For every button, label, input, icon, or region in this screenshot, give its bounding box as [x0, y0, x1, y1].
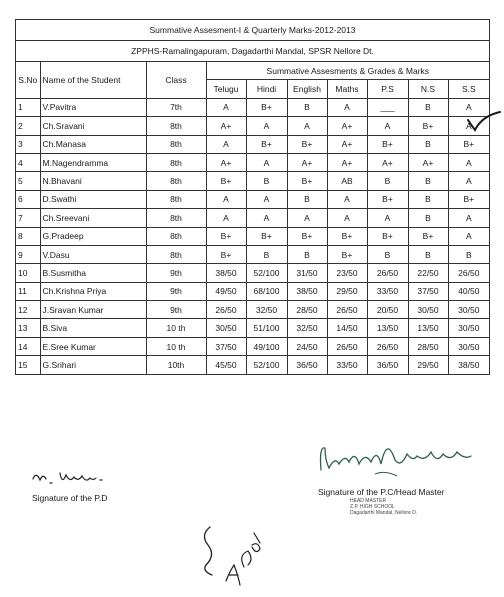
- cell-class: 8th: [146, 245, 206, 263]
- cell-mark: B: [246, 245, 287, 263]
- cell-sno: 13: [16, 319, 40, 337]
- cell-mark: B+: [246, 227, 287, 245]
- cell-mark: 38/50: [206, 264, 246, 282]
- cell-mark: ___: [367, 98, 408, 116]
- cell-mark: A: [367, 117, 408, 135]
- cell-mark: B+: [408, 117, 448, 135]
- cell-mark: 68/100: [246, 282, 287, 300]
- cell-name: M.Nagendramma: [40, 153, 146, 171]
- cell-mark: A+: [206, 117, 246, 135]
- cell-mark: 37/50: [206, 337, 246, 355]
- cell-name: E.Sree Kumar: [40, 337, 146, 355]
- header-group: Summative Assesments & Grades & Marks: [206, 62, 489, 80]
- cell-mark: B: [367, 172, 408, 190]
- cell-sno: 12: [16, 301, 40, 319]
- headmaster-signature-label: Signature of the P.C/Head Master: [318, 487, 445, 497]
- cell-mark: B+: [367, 135, 408, 153]
- cell-mark: B+: [246, 135, 287, 153]
- cell-sno: 15: [16, 356, 40, 374]
- header-subject: P.S: [367, 80, 408, 98]
- cell-mark: A: [367, 209, 408, 227]
- cell-class: 8th: [146, 227, 206, 245]
- header-subject: S.S: [448, 80, 489, 98]
- cell-sno: 14: [16, 337, 40, 355]
- handwritten-initials: [198, 515, 268, 595]
- cell-mark: A+: [367, 153, 408, 171]
- cell-mark: A: [327, 190, 367, 208]
- cell-sno: 3: [16, 135, 40, 153]
- cell-mark: 24/50: [287, 337, 327, 355]
- cell-name: J.Sravan Kumar: [40, 301, 146, 319]
- cell-class: 9th: [146, 301, 206, 319]
- marks-sheet: [15, 19, 490, 375]
- table-row: [16, 337, 489, 355]
- cell-mark: 30/50: [448, 337, 489, 355]
- cell-name: D.Swathi: [40, 190, 146, 208]
- cell-mark: A: [327, 98, 367, 116]
- cell-class: 8th: [146, 153, 206, 171]
- cell-name: Ch.Manasa: [40, 135, 146, 153]
- cell-class: 8th: [146, 117, 206, 135]
- cell-mark: A+: [327, 135, 367, 153]
- cell-mark: B: [287, 98, 327, 116]
- cell-mark: A: [206, 209, 246, 227]
- table-row: [16, 245, 489, 263]
- cell-mark: A: [287, 117, 327, 135]
- cell-mark: A: [448, 172, 489, 190]
- cell-mark: B: [367, 245, 408, 263]
- cell-mark: A: [246, 153, 287, 171]
- cell-mark: 52/100: [246, 264, 287, 282]
- cell-mark: B: [408, 172, 448, 190]
- cell-mark: 31/50: [287, 264, 327, 282]
- cell-mark: 32/50: [246, 301, 287, 319]
- cell-mark: A+: [206, 153, 246, 171]
- cell-mark: 30/50: [408, 301, 448, 319]
- cell-mark: A: [206, 98, 246, 116]
- cell-mark: A: [448, 117, 489, 135]
- stamp-line: HEAD MASTER: [350, 498, 387, 504]
- cell-mark: B+: [287, 172, 327, 190]
- cell-mark: A+: [287, 153, 327, 171]
- cell-mark: 38/50: [287, 282, 327, 300]
- cell-mark: A: [327, 209, 367, 227]
- cell-mark: A: [246, 209, 287, 227]
- cell-mark: 23/50: [327, 264, 367, 282]
- cell-mark: AB: [327, 172, 367, 190]
- stamp-line: Dagadarthi Mandal, Nellore D.: [350, 510, 418, 516]
- table-row: [16, 117, 489, 135]
- cell-mark: 28/50: [287, 301, 327, 319]
- cell-mark: A: [206, 190, 246, 208]
- cell-mark: 20/50: [367, 301, 408, 319]
- cell-mark: 22/50: [408, 264, 448, 282]
- cell-name: B.Siva: [40, 319, 146, 337]
- school-name: ZPPHS-Ramalingapuram, Dagadarthi Mandal, SPSR Nellore Dt.: [16, 41, 489, 62]
- cell-mark: B+: [206, 227, 246, 245]
- cell-mark: B: [287, 245, 327, 263]
- cell-mark: A: [246, 190, 287, 208]
- cell-class: 8th: [146, 190, 206, 208]
- table-row: [16, 264, 489, 282]
- cell-mark: B+: [206, 245, 246, 263]
- cell-mark: 26/50: [367, 337, 408, 355]
- cell-mark: 14/50: [327, 319, 367, 337]
- cell-mark: A: [246, 117, 287, 135]
- cell-mark: 32/50: [287, 319, 327, 337]
- cell-mark: B+: [206, 172, 246, 190]
- cell-sno: 4: [16, 153, 40, 171]
- cell-mark: A+: [327, 153, 367, 171]
- cell-sno: 5: [16, 172, 40, 190]
- cell-class: 8th: [146, 209, 206, 227]
- cell-mark: A: [448, 227, 489, 245]
- cell-mark: B: [408, 190, 448, 208]
- cell-mark: 52/100: [246, 356, 287, 374]
- cell-mark: B+: [448, 135, 489, 153]
- cell-sno: 7: [16, 209, 40, 227]
- cell-name: G.Pradeep: [40, 227, 146, 245]
- headmaster-signature: [315, 440, 475, 490]
- cell-mark: B: [408, 98, 448, 116]
- header-sno: S.No: [16, 62, 40, 98]
- cell-name: Ch.Sreevani: [40, 209, 146, 227]
- cell-mark: B+: [327, 227, 367, 245]
- cell-mark: B: [448, 245, 489, 263]
- header-subject: Hindi: [246, 80, 287, 98]
- cell-class: 8th: [146, 135, 206, 153]
- header-subject: English: [287, 80, 327, 98]
- cell-mark: A: [206, 135, 246, 153]
- table-row: [16, 172, 489, 190]
- cell-mark: A+: [327, 117, 367, 135]
- cell-class: 9th: [146, 282, 206, 300]
- cell-class: 10 th: [146, 337, 206, 355]
- table-row: [16, 227, 489, 245]
- header-subject: Maths: [327, 80, 367, 98]
- cell-mark: B: [408, 135, 448, 153]
- cell-mark: A+: [408, 153, 448, 171]
- cell-name: B.Susmitha: [40, 264, 146, 282]
- cell-mark: B: [408, 209, 448, 227]
- cell-mark: B: [246, 172, 287, 190]
- cell-name: V.Dasu: [40, 245, 146, 263]
- cell-mark: B+: [287, 135, 327, 153]
- cell-name: Ch.Krishna Priya: [40, 282, 146, 300]
- cell-mark: B+: [408, 227, 448, 245]
- cell-mark: 26/50: [367, 264, 408, 282]
- marks-table: [16, 62, 489, 374]
- cell-mark: 49/50: [206, 282, 246, 300]
- cell-sno: 10: [16, 264, 40, 282]
- cell-mark: 30/50: [448, 301, 489, 319]
- table-row: [16, 319, 489, 337]
- cell-class: 8th: [146, 172, 206, 190]
- cell-mark: 45/50: [206, 356, 246, 374]
- cell-mark: B: [287, 190, 327, 208]
- cell-name: V.Pavitra: [40, 98, 146, 116]
- cell-sno: 11: [16, 282, 40, 300]
- cell-mark: B+: [287, 227, 327, 245]
- cell-mark: 36/50: [367, 356, 408, 374]
- cell-mark: B+: [367, 227, 408, 245]
- cell-mark: 40/50: [448, 282, 489, 300]
- cell-mark: A: [448, 98, 489, 116]
- cell-mark: 30/50: [206, 319, 246, 337]
- cell-mark: A: [287, 209, 327, 227]
- cell-mark: 29/50: [327, 282, 367, 300]
- cell-mark: 33/50: [367, 282, 408, 300]
- cell-mark: 33/50: [327, 356, 367, 374]
- table-row: [16, 209, 489, 227]
- cell-mark: 26/50: [327, 337, 367, 355]
- cell-mark: B+: [246, 98, 287, 116]
- header-subject: N.S: [408, 80, 448, 98]
- header-subject: Telugu: [206, 80, 246, 98]
- cell-name: Ch.Sravani: [40, 117, 146, 135]
- stamp-line: Z.P. HIGH SCHOOL: [350, 504, 395, 510]
- table-row: [16, 190, 489, 208]
- cell-mark: B+: [367, 190, 408, 208]
- pd-signature-label: Signature of the P.D: [32, 493, 108, 503]
- tick-mark-icon: [466, 108, 502, 132]
- cell-mark: A: [448, 153, 489, 171]
- table-row: [16, 356, 489, 374]
- cell-mark: B: [408, 245, 448, 263]
- document-title: Summative Assesment-I & Quarterly Marks-2012-2013: [16, 20, 489, 41]
- cell-class: 10 th: [146, 319, 206, 337]
- table-row: [16, 98, 489, 116]
- school-stamp: [350, 498, 417, 516]
- table-row: [16, 301, 489, 319]
- cell-mark: 28/50: [408, 337, 448, 355]
- cell-mark: 29/50: [408, 356, 448, 374]
- cell-class: 10th: [146, 356, 206, 374]
- table-row: [16, 282, 489, 300]
- cell-mark: 13/50: [367, 319, 408, 337]
- cell-mark: 49/100: [246, 337, 287, 355]
- cell-mark: 26/50: [327, 301, 367, 319]
- cell-mark: 13/50: [408, 319, 448, 337]
- cell-mark: 30/50: [448, 319, 489, 337]
- cell-name: G.Srihari: [40, 356, 146, 374]
- cell-mark: 36/50: [287, 356, 327, 374]
- cell-mark: 26/50: [206, 301, 246, 319]
- cell-sno: 9: [16, 245, 40, 263]
- cell-mark: 51/100: [246, 319, 287, 337]
- cell-mark: 26/50: [448, 264, 489, 282]
- cell-class: 9th: [146, 264, 206, 282]
- cell-mark: B+: [327, 245, 367, 263]
- cell-sno: 6: [16, 190, 40, 208]
- cell-name: N.Bhavani: [40, 172, 146, 190]
- cell-mark: A: [448, 209, 489, 227]
- cell-class: 7th: [146, 98, 206, 116]
- cell-mark: B+: [448, 190, 489, 208]
- cell-sno: 1: [16, 98, 40, 116]
- header-class: Class: [146, 62, 206, 98]
- cell-sno: 8: [16, 227, 40, 245]
- cell-sno: 2: [16, 117, 40, 135]
- table-row: [16, 135, 489, 153]
- pd-signature: [30, 463, 110, 493]
- cell-mark: 38/50: [448, 356, 489, 374]
- header-name: Name of the Student: [40, 62, 146, 98]
- table-row: [16, 153, 489, 171]
- cell-mark: 37/50: [408, 282, 448, 300]
